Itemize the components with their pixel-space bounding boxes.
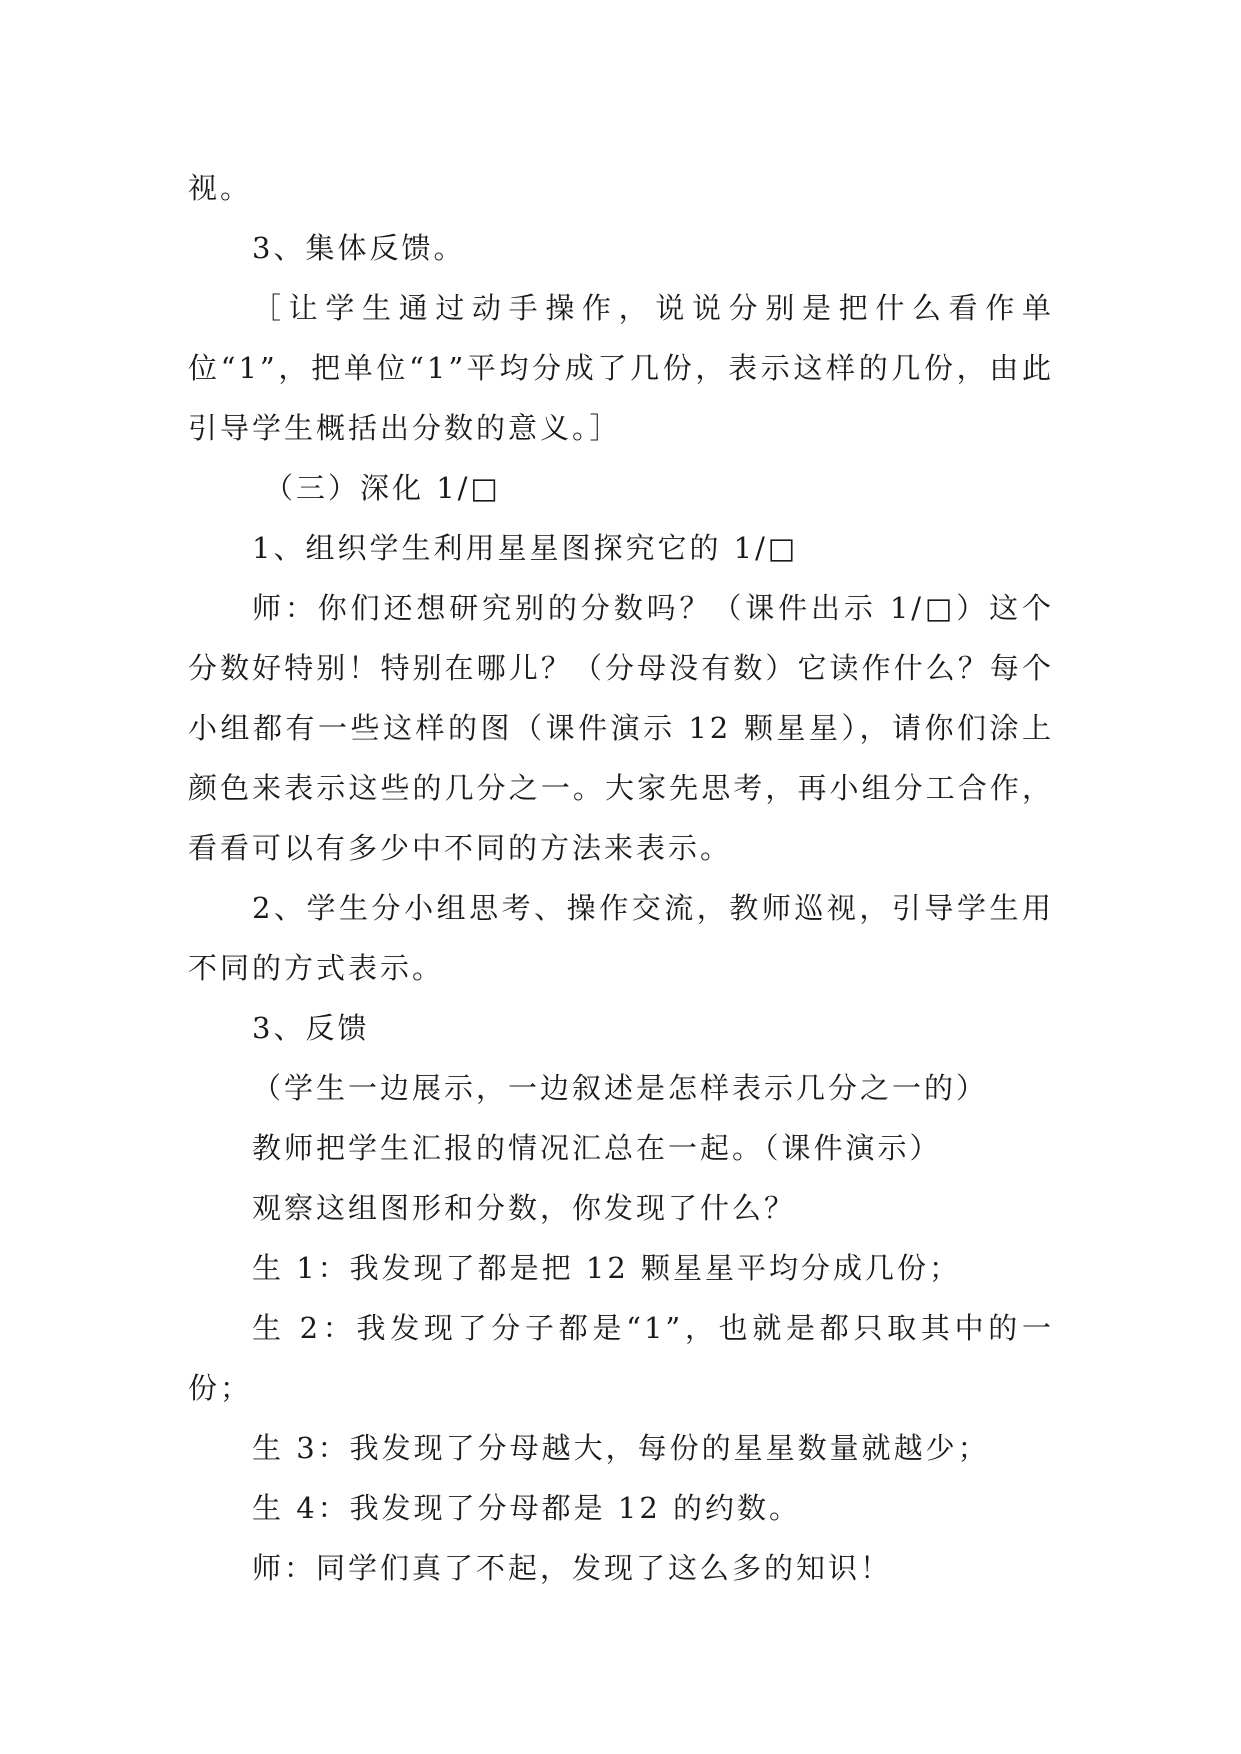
paragraph-step-3-feedback-short: 3、反馈 [252,1011,370,1045]
paragraph-teacher-question: 师：你们还想研究别的分数吗？（课件出示 1/□）这个分数好特别！特别在哪儿？（分母没有数）它读作什么？每个小组都有一些这样的图（课件演示 12 颗星星），请你们涂上颜色来表示这些的几分之一。大家先思考，再小组分工合作，看看可以有多少中不同的方法来表示。 [188,591,1054,865]
paragraph-student-presentation: （学生一边展示，一边叙述是怎样表示几分之一的） [252,1071,989,1105]
paragraph-continuation: 视。 [188,171,253,205]
paragraph-step-3-feedback: 3、集体反馈。 [252,231,466,265]
paragraph-student-4: 生 4：我发现了分母都是 12 的约数。 [252,1491,802,1525]
paragraph-step-1-star-chart: 1、组织学生利用星星图探究它的 1/□ [252,531,799,565]
paragraph-student-2: 生 2：我发现了分子都是“1”，也就是都只取其中的一份； [188,1311,1054,1405]
section-heading-deepen: （三）深化 1/□ [264,471,501,505]
paragraph-student-1: 生 1：我发现了都是把 12 颗星星平均分成几份； [252,1251,962,1285]
paragraph-student-3: 生 3：我发现了分母越大，每份的星星数量就越少； [252,1431,990,1465]
document-page [188,158,1054,1598]
paragraph-teacher-summary: 教师把学生汇报的情况汇总在一起。（课件演示） [252,1131,942,1165]
paragraph-observe-question: 观察这组图形和分数，你发现了什么？ [252,1191,797,1225]
paragraph-note-fraction-meaning: ［让学生通过动手操作，说说分别是把什么看作单位“1”，把单位“1”平均分成了几份，表示这样的几份，由此引导学生概括出分数的意义。］ [188,291,1054,445]
paragraph-step-2-group-work: 2、学生分小组思考、操作交流，教师巡视，引导学生用不同的方式表示。 [188,891,1054,985]
paragraph-teacher-praise: 师：同学们真了不起，发现了这么多的知识！ [252,1551,893,1585]
